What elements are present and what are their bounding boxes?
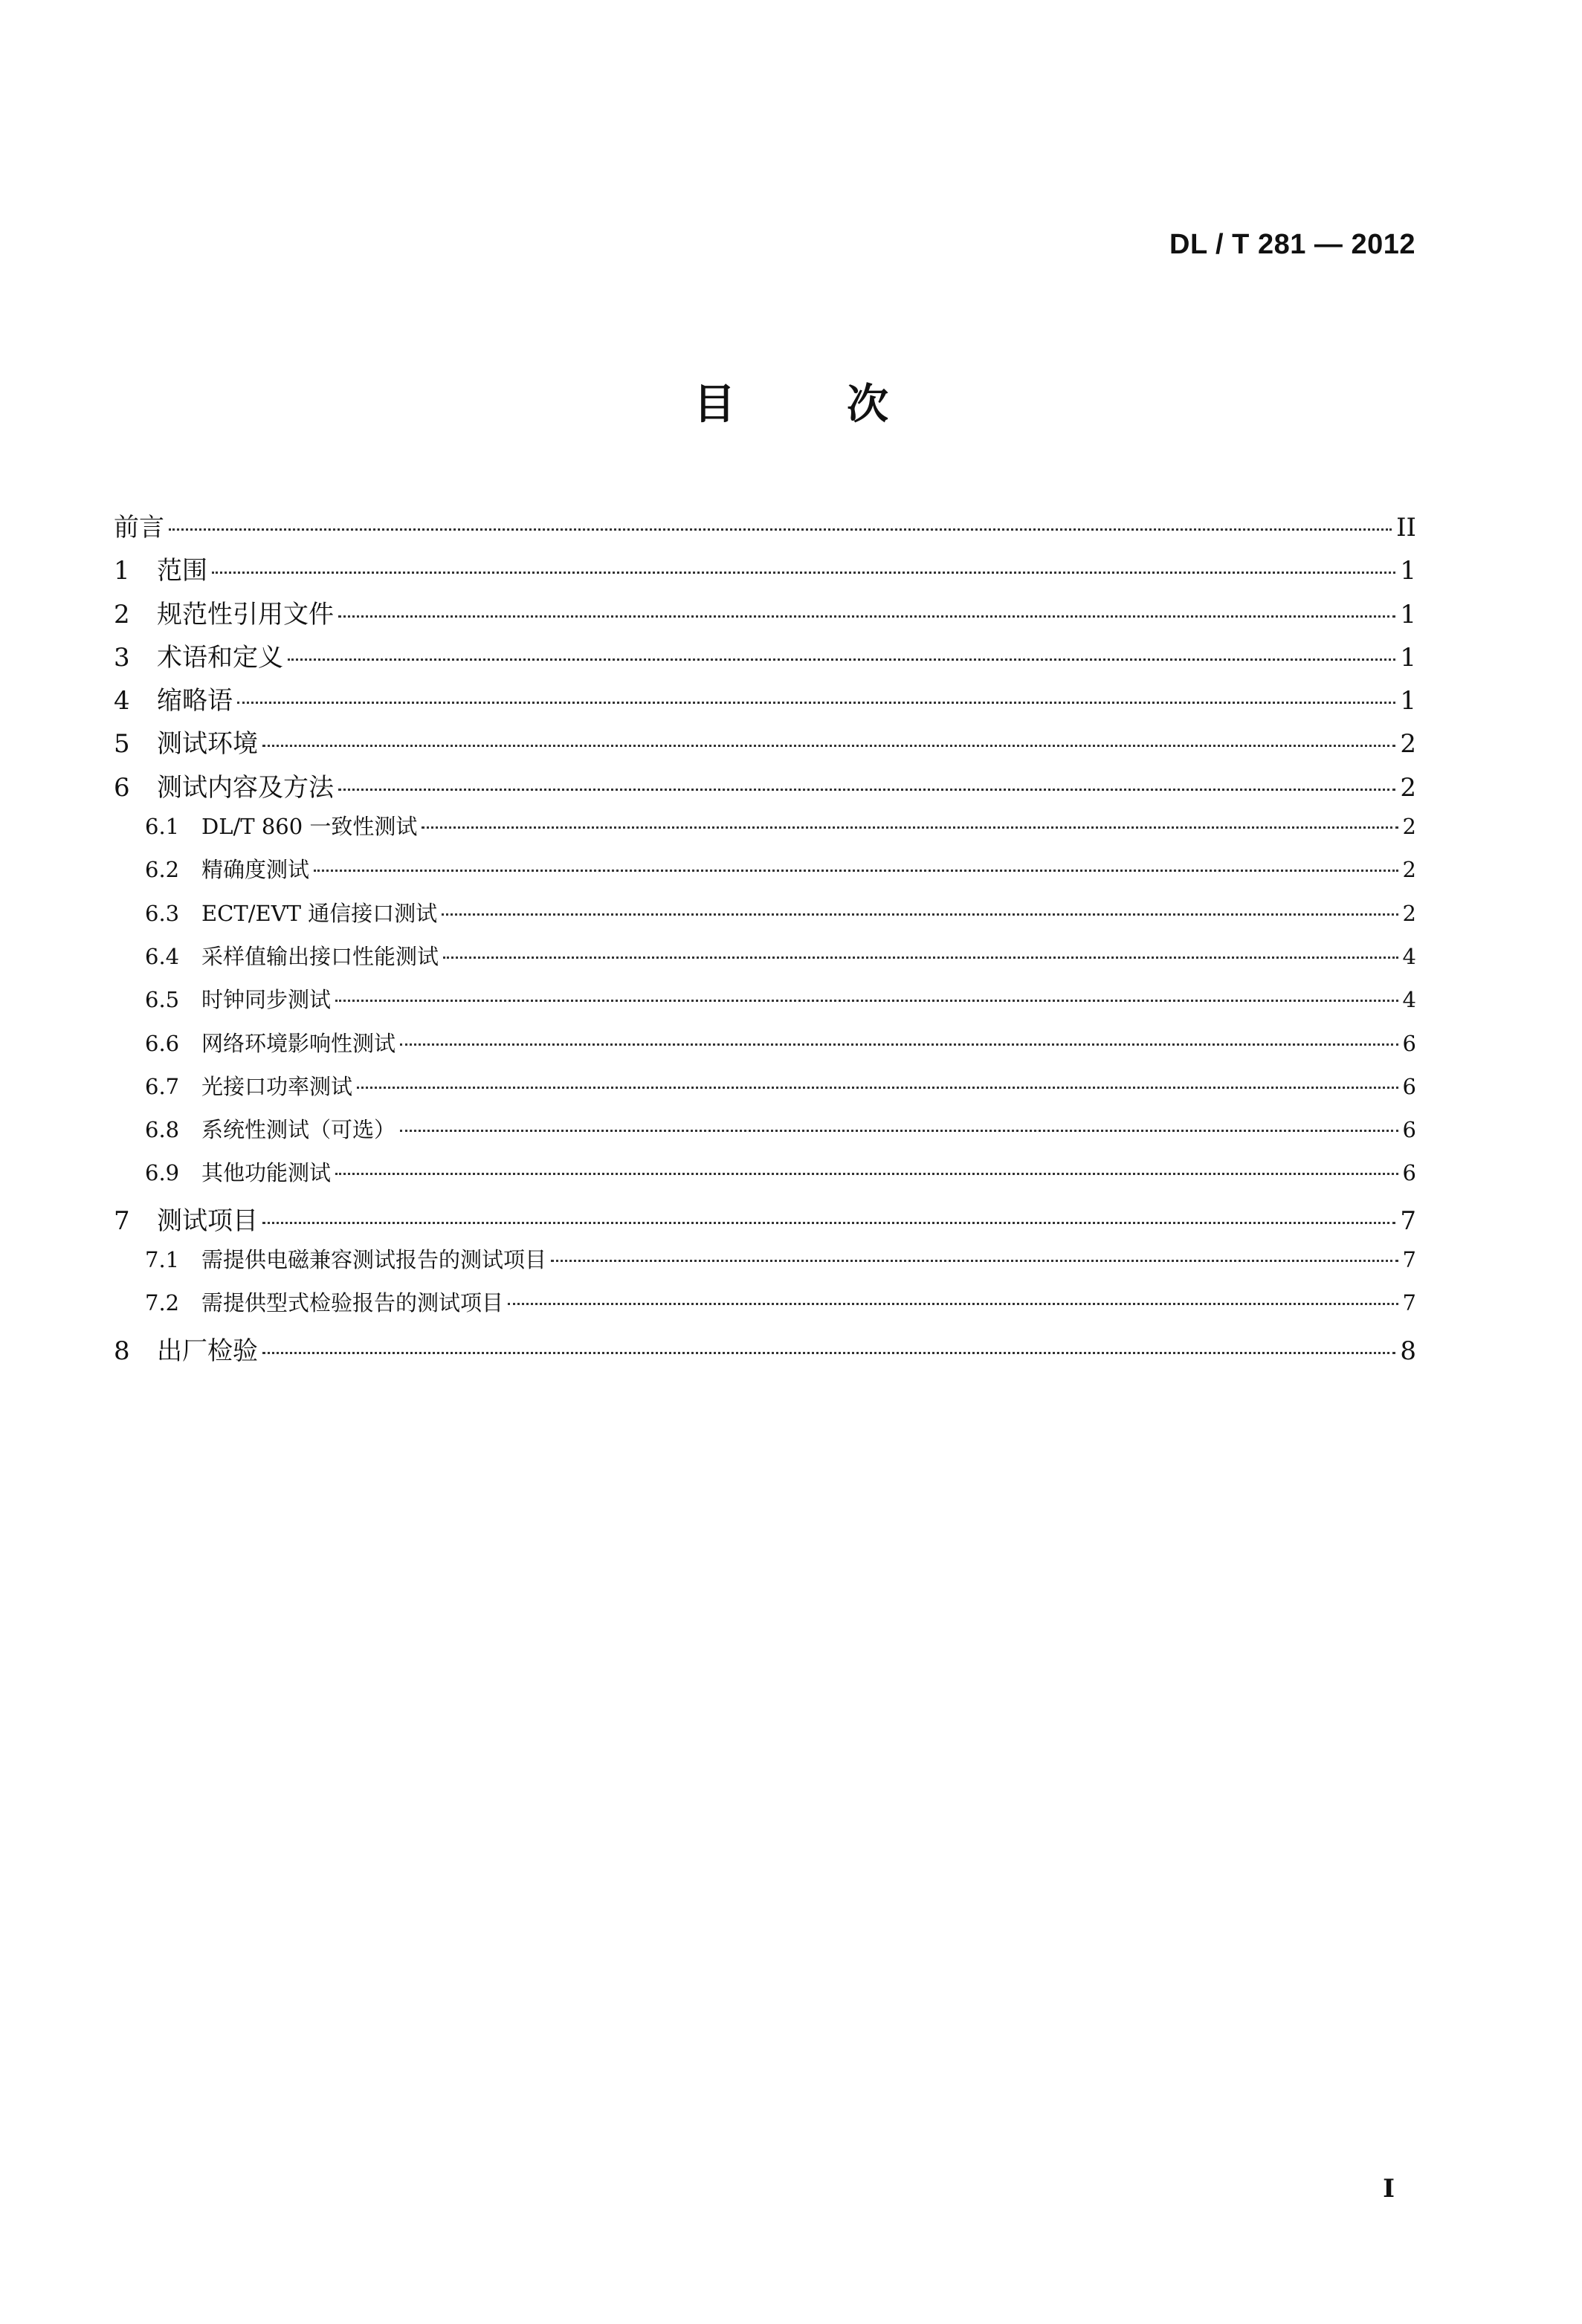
toc-subsection-entry xyxy=(114,983,1416,1026)
toc-dot-leader xyxy=(508,1303,1398,1305)
toc-entry-number: 6.4 xyxy=(145,943,180,969)
toc-section-entry xyxy=(114,1330,1416,1373)
toc-entry-label: 时钟同步测试 xyxy=(201,987,332,1013)
toc-entry-label: 规范性引用文件 xyxy=(157,599,334,629)
toc-entry-label: 精确度测试 xyxy=(201,857,310,883)
toc-dot-leader xyxy=(400,1130,1398,1132)
toc-entry-label: 前言 xyxy=(114,513,164,543)
toc-entry-page: 7 xyxy=(1402,1290,1416,1316)
toc-entry-page: 4 xyxy=(1402,987,1416,1013)
toc-dot-leader xyxy=(443,957,1398,959)
toc-entry-number: 6.7 xyxy=(145,1073,180,1099)
toc-entry-number: 8 xyxy=(114,1336,130,1366)
toc-entry-number: 5 xyxy=(114,729,130,760)
toc-subsection-entry xyxy=(114,1286,1416,1330)
toc-entry-page: 8 xyxy=(1400,1336,1416,1366)
toc-entry-number: 7.2 xyxy=(145,1290,180,1316)
toc-section-entry xyxy=(114,1200,1416,1243)
toc-section-entry xyxy=(114,594,1416,637)
toc-entry-label: 测试内容及方法 xyxy=(157,772,334,803)
toc-entry-label: 测试环境 xyxy=(157,729,258,760)
toc-subsection-entry xyxy=(114,1070,1416,1113)
toc-dot-leader xyxy=(357,1087,1398,1089)
toc-dot-leader xyxy=(551,1260,1398,1262)
toc-subsection-entry xyxy=(114,940,1416,983)
toc-entry-label: 范围 xyxy=(157,556,207,586)
toc-dot-leader xyxy=(335,1173,1398,1175)
page-title: 目次 xyxy=(694,381,1000,429)
toc-section-entry xyxy=(114,767,1416,810)
toc-section-entry xyxy=(114,637,1416,680)
toc-entry-label: 采样值输出接口性能测试 xyxy=(201,943,439,969)
toc-entry-label: 测试项目 xyxy=(157,1205,258,1236)
toc-entry-number: 6.9 xyxy=(145,1160,180,1186)
toc-entry-number: 6.1 xyxy=(145,814,180,840)
toc-entry-number: 2 xyxy=(114,599,130,629)
standard-code: DL / T 281 — 2012 xyxy=(1169,229,1415,260)
toc-entry-label: DL/T 860 一致性测试 xyxy=(201,814,418,840)
page-number: I xyxy=(1383,2174,1395,2204)
toc-entry-page: 1 xyxy=(1400,686,1416,716)
toc-entry-label: 出厂检验 xyxy=(157,1336,258,1366)
toc-entry-label: 缩略语 xyxy=(157,686,233,716)
toc-dot-leader xyxy=(262,745,1395,747)
toc-subsection-entry xyxy=(114,897,1416,940)
toc-entry-label: 网络环境影响性测试 xyxy=(201,1030,396,1056)
toc-entry-number: 7 xyxy=(114,1205,130,1236)
toc-entry-number: 6.5 xyxy=(145,987,180,1013)
toc-dot-leader xyxy=(237,702,1395,704)
toc-entry-number: 6.3 xyxy=(145,900,180,926)
toc-dot-leader xyxy=(288,658,1395,661)
toc-dot-leader xyxy=(169,528,1392,531)
toc-entry-page: 1 xyxy=(1400,642,1416,673)
toc-dot-leader xyxy=(442,913,1398,916)
toc-dot-leader xyxy=(400,1043,1398,1046)
toc-section-entry xyxy=(114,507,1416,550)
toc-entry-page: II xyxy=(1396,513,1416,543)
toc-entry-page: 1 xyxy=(1400,556,1416,586)
toc-section-entry xyxy=(114,680,1416,723)
toc-entry-page: 2 xyxy=(1402,814,1416,840)
toc-entry-label: ECT/EVT 通信接口测试 xyxy=(201,900,438,926)
toc-dot-leader xyxy=(262,1222,1395,1224)
toc-entry-number: 6.2 xyxy=(145,857,180,883)
toc-entry-page: 2 xyxy=(1400,772,1416,803)
toc-dot-leader xyxy=(338,789,1395,791)
toc-section-entry xyxy=(114,723,1416,766)
toc-dot-leader xyxy=(212,572,1395,574)
toc-entry-page: 2 xyxy=(1400,729,1416,760)
toc-entry-page: 6 xyxy=(1402,1160,1416,1186)
toc-entry-number: 6.6 xyxy=(145,1030,180,1056)
toc-entry-label: 其他功能测试 xyxy=(201,1160,332,1186)
toc-entry-label: 光接口功率测试 xyxy=(201,1073,353,1099)
toc-dot-leader xyxy=(262,1352,1395,1354)
toc-subsection-entry xyxy=(114,1243,1416,1286)
toc-dot-leader xyxy=(335,1000,1398,1002)
toc-entry-number: 3 xyxy=(114,642,130,673)
toc-entry-page: 6 xyxy=(1402,1117,1416,1143)
toc-entry-label: 需提供型式检验报告的测试项目 xyxy=(201,1290,504,1316)
toc-entry-number: 4 xyxy=(114,686,130,716)
toc-dot-leader xyxy=(338,615,1395,618)
toc-entry-label: 需提供电磁兼容测试报告的测试项目 xyxy=(201,1247,547,1273)
toc-subsection-entry xyxy=(114,810,1416,853)
toc-entry-number: 7.1 xyxy=(145,1247,180,1273)
toc-subsection-entry xyxy=(114,1027,1416,1070)
toc-entry-number: 6.8 xyxy=(145,1117,180,1143)
toc-section-entry xyxy=(114,550,1416,593)
toc-entry-page: 1 xyxy=(1400,599,1416,629)
toc-entry-page: 2 xyxy=(1402,857,1416,883)
toc-dot-leader xyxy=(422,826,1398,829)
toc-entry-page: 4 xyxy=(1402,943,1416,969)
toc-entry-label: 术语和定义 xyxy=(157,642,283,673)
toc-entry-page: 7 xyxy=(1400,1205,1416,1236)
toc-subsection-entry xyxy=(114,1113,1416,1156)
toc-entry-number: 1 xyxy=(114,556,130,586)
toc-entry-page: 6 xyxy=(1402,1030,1416,1056)
toc-entry-page: 7 xyxy=(1402,1247,1416,1273)
toc-subsection-entry xyxy=(114,1156,1416,1200)
table-of-contents xyxy=(114,507,1416,1373)
toc-subsection-entry xyxy=(114,853,1416,896)
toc-entry-number: 6 xyxy=(114,772,130,803)
toc-dot-leader xyxy=(314,870,1398,872)
toc-entry-label: 系统性测试（可选） xyxy=(201,1117,396,1143)
toc-entry-page: 2 xyxy=(1402,900,1416,926)
toc-entry-page: 6 xyxy=(1402,1073,1416,1099)
